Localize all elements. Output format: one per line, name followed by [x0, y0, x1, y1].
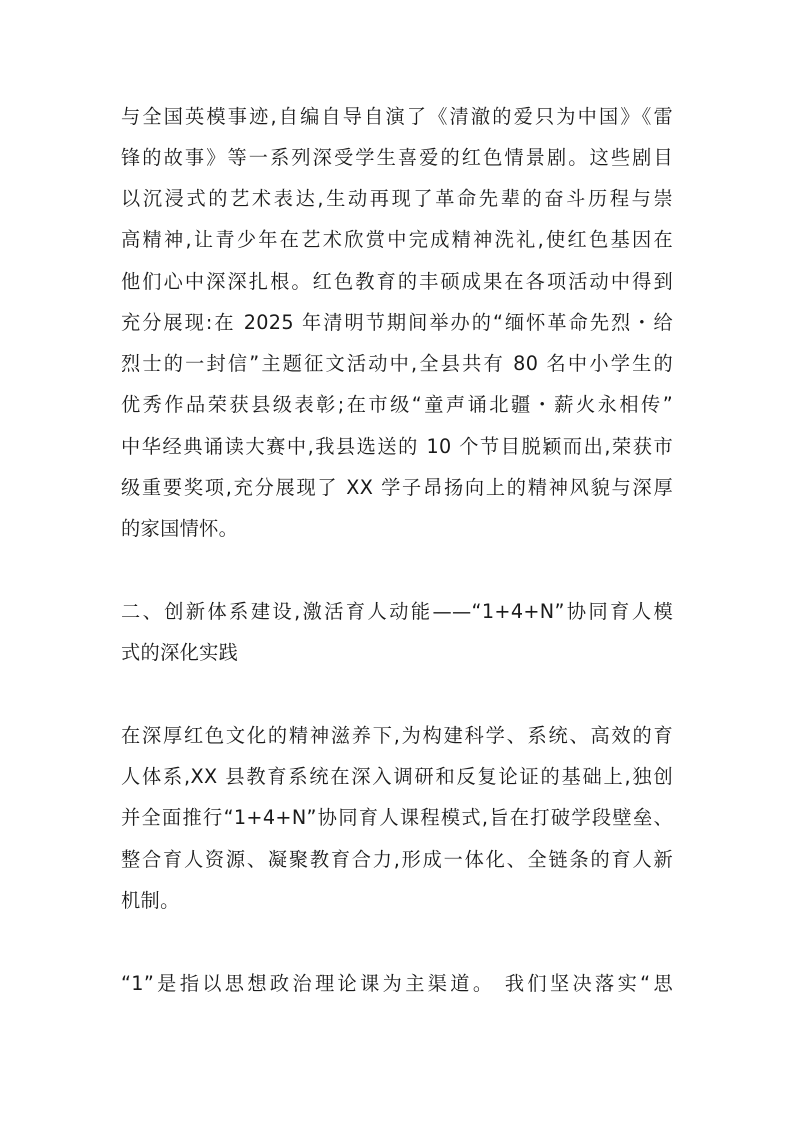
- paragraph-line: 并全面推行“1+4+N”协同育人课程模式,旨在打破学段壁垒、: [121, 806, 673, 829]
- paragraph-line: 级重要奖项,充分展现了 XX 学子昂扬向上的精神风貌与深厚: [121, 476, 673, 499]
- paragraph-line: “1”是指以思想政治理论课为主渠道。 我们坚决落实“思: [121, 972, 673, 995]
- paragraph-line: 在深厚红色文化的精神滋养下,为构建科学、系统、高效的育: [121, 724, 673, 747]
- paragraph-line: 以沉浸式的艺术表达,生动再现了革命先辈的奋斗历程与崇: [121, 187, 673, 210]
- paragraph-line: 锋的故事》等一系列深受学生喜爱的红色情景剧。这些剧目: [121, 146, 673, 169]
- paragraph-line: 的家国情怀。: [121, 517, 239, 540]
- paragraph-line: 充分展现:在 2025 年清明节期间举办的“缅怀革命先烈・给: [121, 311, 673, 334]
- paragraph-line: 高精神,让青少年在艺术欣赏中完成精神洗礼,使红色基因在: [121, 228, 673, 251]
- section-heading-line: 二、创新体系建设,激活育人动能——“1+4+N”协同育人模: [121, 600, 673, 623]
- paragraph-line: 人体系,XX 县教育系统在深入调研和反复论证的基础上,独创: [121, 765, 673, 788]
- paragraph-line: 机制。: [121, 889, 180, 912]
- paragraph-line: 烈士的一封信”主题征文活动中,全县共有 80 名中小学生的: [121, 352, 673, 375]
- paragraph-line: 与全国英模事迹,自编自导自演了《清澈的爱只为中国》《雷: [121, 105, 673, 128]
- section-heading-line: 式的深化实践: [121, 641, 239, 664]
- paragraph-line: 优秀作品荣获县级表彰;在市级“童声诵北疆・薪火永相传”: [121, 393, 673, 416]
- paragraph-line: 他们心中深深扎根。红色教育的丰硕成果在各项活动中得到: [121, 270, 673, 293]
- paragraph-line: 整合育人资源、凝聚教育合力,形成一体化、全链条的育人新: [121, 848, 673, 871]
- paragraph-line: 中华经典诵读大赛中,我县选送的 10 个节目脱颖而出,荣获市: [121, 435, 673, 458]
